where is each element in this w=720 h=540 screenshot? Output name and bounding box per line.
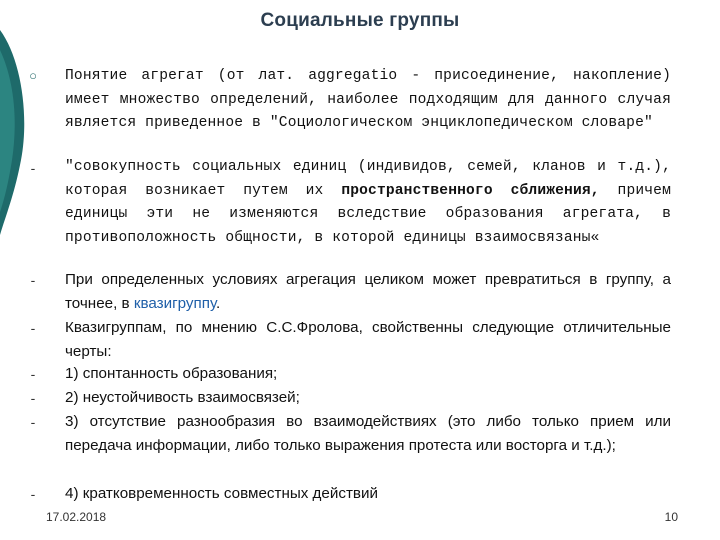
bullet-dash-marker: - xyxy=(30,160,36,176)
quote-emphasis: пространственного сближения, xyxy=(341,182,600,199)
quasigroup-link[interactable]: квазигруппу xyxy=(133,294,217,312)
paragraph-quasigroup-features: Квазигруппам, по мнению С.С.Фролова, свойственны следующие отличительные черты: xyxy=(65,319,671,360)
feature-item-2: 2) неустойчивость взаимосвязей; xyxy=(65,389,300,406)
bullet-dash-marker: - xyxy=(30,390,36,406)
bullet-dash-marker: - xyxy=(30,414,36,430)
bullet-dash-marker: - xyxy=(30,272,36,288)
bullet-dash-marker: - xyxy=(30,366,36,382)
page-number: 10 xyxy=(664,510,678,524)
paragraph-aggregate-quote xyxy=(65,156,671,250)
feature-item-4: 4) кратковременность совместных действий xyxy=(65,485,378,502)
aggregation-text: При определенных условиях агрегация целиком может превратиться в группу, а точнее, в xyxy=(65,271,671,312)
bullet-circle-marker: ○ xyxy=(29,68,37,83)
bullet-dash-marker: - xyxy=(30,320,36,336)
slide-title: Социальные группы xyxy=(260,10,460,31)
paragraph-aggregate-definition: Понятие агрегат (от лат. aggregatio - присоединение, накопление) имеет множество определений, наиболее подходящим для данного случая является приведенное в "Социологическом энциклопедическом словаре" xyxy=(65,68,671,131)
feature-item-3: 3) отсутствие разнообразия во взаимодействиях (это либо только прием или передача информации, либо только выражения протеста или восторга и т.д.); xyxy=(65,413,671,454)
quote-text-end: причем единицы эти не изменяются вследствие образования агрегата, в противоположность общности, в которой единицы взаимосвязаны« xyxy=(65,182,671,246)
bullet-dash-marker: - xyxy=(30,486,36,502)
feature-item-1: 1) спонтанность образования; xyxy=(65,365,278,382)
aggregation-text-end: . xyxy=(216,294,221,312)
paragraph-aggregation-transform xyxy=(65,268,671,315)
quote-text-start: "совокупность социальных единиц (индивидов, семей, кланов и т.д.), которая возникает путем их xyxy=(65,159,671,199)
footer-date: 17.02.2018 xyxy=(46,510,107,524)
